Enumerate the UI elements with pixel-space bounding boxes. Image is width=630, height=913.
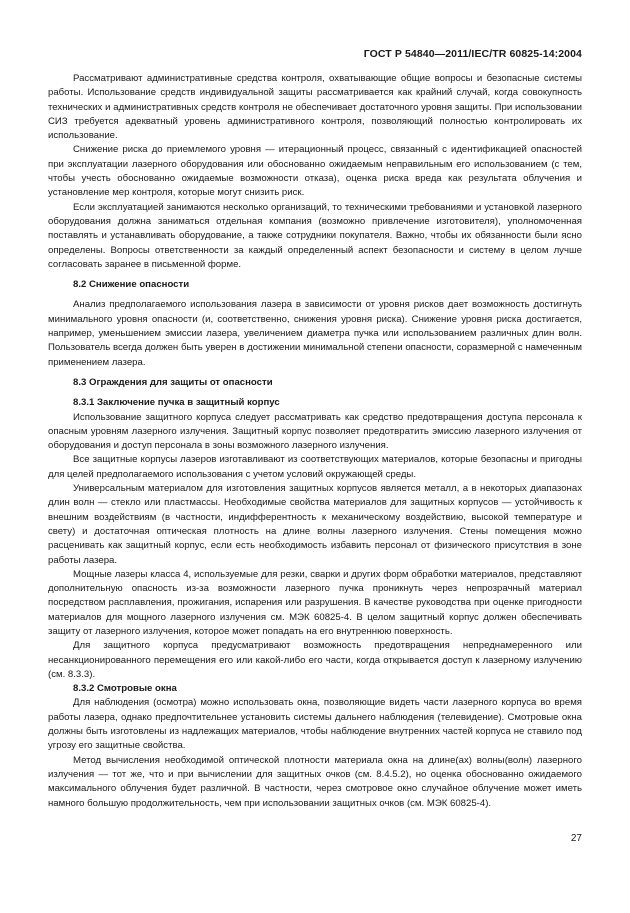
paragraph: Для защитного корпуса предусматривают возможность предотвращения непреднамеренного или несанкционированного перемещения его или какой-либо его части, когда открывается доступ к лазерному излучению (см. 8.3.3). (48, 640, 582, 680)
paragraph: Метод вычисления необходимой оптической плотности материала окна на длине(ах) волны(волн) лазерного излучения — тот же, что и при вычислении для защитных очков (см. 8.4.5.2), но оценка обоснованно ожидаемого максимального облучения будет различной. В частности, через смотровое окно случайное облучение может иметь намного большую продолжительность, чем при использовании защитных очков (см. МЭК 60825-4). (48, 754, 582, 809)
document-body (48, 72, 582, 811)
standard-header: ГОСТ Р 54840—2011/IEC/TR 60825-14:2004 (363, 48, 582, 60)
page-number: 27 (570, 833, 582, 844)
paragraph: Рассматривают административные средства контроля, охватывающие общие вопросы и безопасные системы работы. Использование средств индивидуальной защиты рассматривается как крайний случай, когда совокупность технических и административных средств контроля не обеспечивает достаточного уровня защиты. При использовании СИЗ требуется адекватный уровень административного контроля, позволяющий полностью контролировать их использование. (48, 73, 582, 142)
paragraph: Универсальным материалом для изготовления защитных корпусов является металл, а в некоторых диапазонах длин волн — стекло или пластмассы. Необходимые свойства материалов для защитных корпусов — устойчивость к внешним воздействиям (в частности, индифферентность к механическому воздействию, высокой температуре и свету) и достаточная оптическая плотность на длине волны лазерного излучения. Стены помещения можно расценивать как защитный корпус, если есть необходимость избавить персонал от физического присутствия в зоне работы лазера. (48, 483, 582, 566)
paragraph: Все защитные корпусы лазеров изготавливают из соответствующих материалов, которые безопасны и пригодны для целей предполагаемого использования с учетом условий окружающей среды. (48, 454, 582, 480)
paragraph: Использование защитного корпуса следует рассматривать как средство предотвращения доступа персонала к опасным уровням лазерного излучения. Защитный корпус позволяет предотвратить эмиссию лазерного излучения от оборудования и доступ персонала в зоны возможного лазерного излучения. (48, 411, 582, 452)
paragraph: Для наблюдения (осмотра) можно использовать окна, позволяющие видеть части лазерного корпуса во время работы лазера, однако предпочтительнее установить системы дальнего наблюдения (телевидение). Смотровые окна должны быть изготовлены из надлежащих материалов, чтобы наблюдение внутренних частей корпуса не ставило под угрозу его защитные свойства. (48, 697, 582, 752)
subsection-heading-8-3-2: 8.3.2 Смотровые окна (73, 683, 177, 695)
section-heading-8-2: 8.2 Снижение опасности (73, 279, 190, 291)
paragraph: Снижение риска до приемлемого уровня — итерационный процесс, связанный с идентификацией опасностей при эксплуатации лазерного оборудования или обоснованно ожидаемым неправильным его использованием (с тем, чтобы учесть обоснованно ожидаемые возможности отказа), оценка риска вреда как результата облучения и установление мер контроля, которые могут снизить риск. (48, 144, 582, 199)
paragraph: Анализ предполагаемого использования лазера в зависимости от уровня рисков дает возможность достигнуть минимального уровня опасности (и, соответственно, снижения уровня риска). Снижение уровня риска достигается, например, уменьшением эмиссии лазера, увеличением диаметра пучка или использованием различных длин волн. Пользователь всегда должен быть уверен в достижении минимальной степени опасности, соразмерной с намеченным применением лазера. (48, 299, 582, 368)
paragraph: Мощные лазеры класса 4, используемые для резки, сварки и других форм обработки материалов, представляют дополнительную опасность из-за возможности лазерного пучка проникнуть через непрозрачный материал посредством расплавления, прожигания, испарения или разрушения. В качестве руководства при оценке пригодности материалов для мощного лазерного излучения см. МЭК 60825-4. В целом защитный корпус должен обеспечивать защиту от лазерного излучения, которое может попадать на его внутреннюю поверхность. (48, 568, 582, 637)
subsection-heading-8-3-1: 8.3.1 Заключение пучка в защитный корпус (73, 397, 280, 409)
section-heading-8-3: 8.3 Ограждения для защиты от опасности (73, 376, 273, 388)
paragraph: Если эксплуатацией занимаются несколько организаций, то техническими требованиями и установкой лазерного оборудования должна заниматься отдельная компания (возможно привлечение изготовителя), уполномоченная поставлять и устанавливать оборудование, а также сотрудники покупателя. Важно, чтобы их обязанности были ясно определены. Вопросы ответственности за каждый определенный аспект безопасности и систему в целом лучше согласовать заранее в письменной форме. (48, 201, 582, 270)
